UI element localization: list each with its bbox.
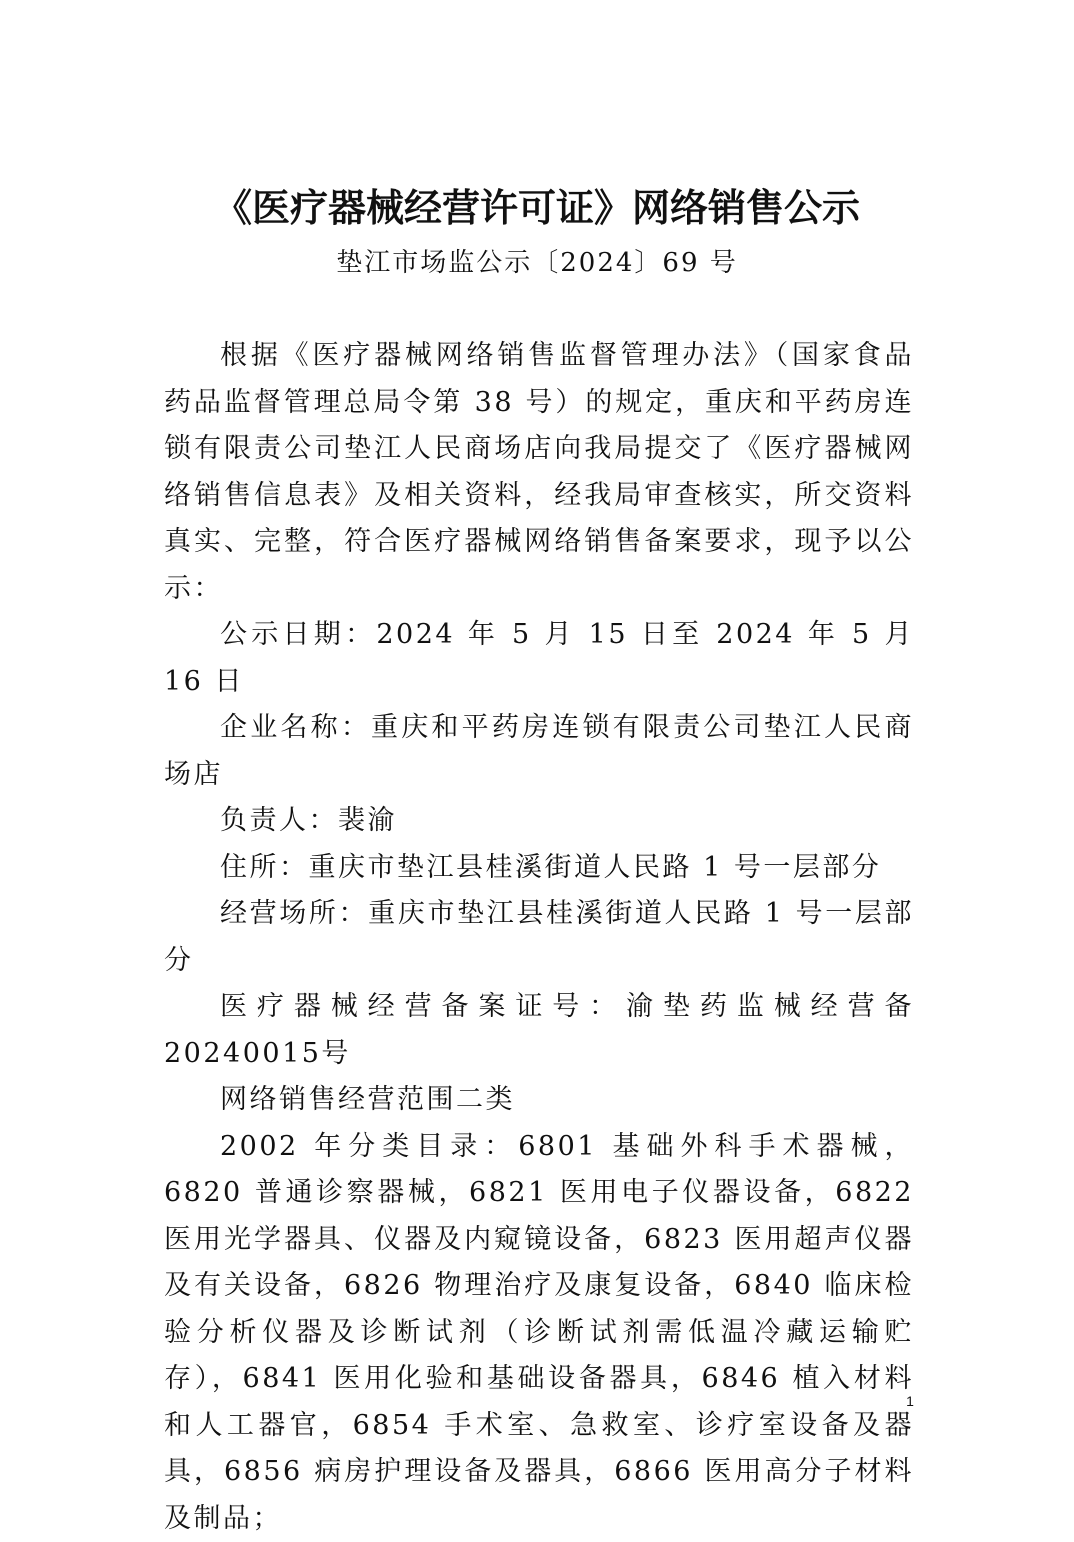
filing-certificate-number: 医疗器械经营备案证号：渝垫药监械经营备 20240015号 (164, 984, 914, 1077)
residence: 住所：重庆市垫江县桂溪街道人民路 1 号一层部分 (164, 845, 914, 892)
document-body (164, 333, 914, 1542)
company-name: 企业名称：重庆和平药房连锁有限责公司垫江人民商场店 (164, 705, 914, 798)
business-premises: 经营场所：重庆市垫江县桂溪街道人民路 1 号一层部分 (164, 891, 914, 984)
intro-paragraph: 根据《医疗器械网络销售监督管理办法》（国家食品药品监督管理总局令第 38 号）的规定，重庆和平药房连锁有限责公司垫江人民商场店向我局提交了《医疗器械网络销售信息表》及相关资料，经我局审查核实，所交资料真实、完整，符合医疗器械网络销售备案要求，现予以公示： (164, 333, 914, 612)
person-in-charge: 负责人：裴渝 (164, 798, 914, 845)
page-number: 1 (900, 1392, 920, 1410)
document-title: 《医疗器械经营许可证》网络销售公示 (0, 180, 1074, 236)
catalog-2002: 2002 年分类目录：6801 基础外科手术器械，6820 普通诊察器械，6821 医用电子仪器设备，6822 医用光学器具、仪器及内窥镜设备，6823 医用超声仪器及有关设备，6826 物理治疗及康复设备，6840 临床检验分析仪器及诊断试剂（诊断试剂需低温冷藏运输贮存），6841 医用化验和基础设备器具，6846 植入材料和人工器官，6854 手术室、急救室、诊疗室设备及器具，6856 病房护理设备及器具，6866 医用高分子材料及制品； (164, 1124, 914, 1542)
publicity-date: 公示日期：2024 年 5 月 15 日至 2024 年 5 月 16 日 (164, 612, 914, 705)
document-number: 垫江市场监公示〔2024〕69 号 (0, 243, 1074, 283)
online-sales-scope: 网络销售经营范围二类 (164, 1077, 914, 1124)
